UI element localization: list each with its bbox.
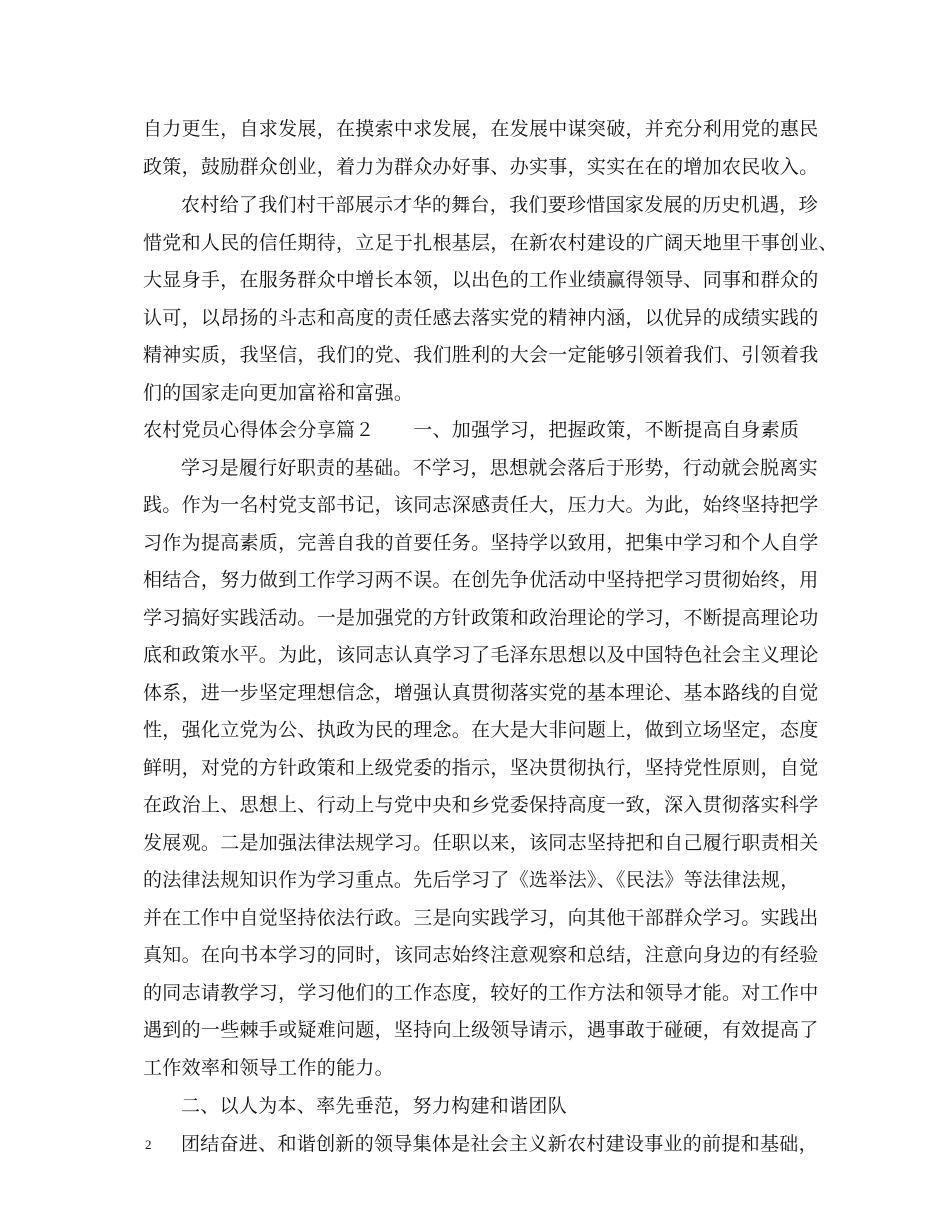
text-line: 习作为提高素质，完善自我的首要任务。坚持学以致用，把集中学习和个人自学 (143, 532, 819, 554)
text-line: 政策，鼓励群众创业，着力为群众办好事、办实事，实实在在的增加农民收入。 (143, 156, 819, 178)
text-line: 认可，以昂扬的斗志和高度的责任感去落实党的精神内涵，以优异的成绩实践的 (143, 307, 819, 329)
paragraph-start-line: 学习是履行好职责的基础。不学习，思想就会落后于形势，行动就会脱离实 (181, 457, 818, 479)
text-line: 惜党和人民的信任期待，立足于扎根基层，在新农村建设的广阔天地里干事创业、 (143, 232, 838, 254)
text-line: 践。作为一名村党支部书记，该同志深感责任大，压力大。为此，始终坚持把学 (143, 494, 819, 516)
text-line: 在政治上、思想上、行动上与党中央和乡党委保持高度一致，深入贯彻落实科学 (143, 794, 819, 816)
text-line: 自力更生，自求发展，在摸索中求发展，在发展中谋突破，并充分利用党的惠民 (143, 118, 819, 140)
text-line: 底和政策水平。为此，该同志认真学习了毛泽东思想以及中国特色社会主义理论 (143, 644, 819, 666)
text-line: 相结合，努力做到工作学习两不误。在创先争优活动中坚持把学习贯彻始终，用 (143, 569, 819, 591)
text-line: 的法律法规知识作为学习重点。先后学习了《选举法》、《民法》等法律法规， (143, 869, 800, 891)
text-line: 真知。在向书本学习的同时，该同志始终注意观察和总结，注意向身边的有经验 (143, 944, 819, 966)
text-line: 并在工作中自觉坚持依法行政。三是向实践学习，向其他干部群众学习。实践出 (143, 907, 819, 929)
page-number: 2 (145, 1137, 152, 1152)
text-line: 遇到的一些棘手或疑难问题，坚持向上级领导请示，遇事敢于碰硬，有效提高了 (143, 1019, 819, 1041)
paragraph-start-line: 团结奋进、和谐创新的领导集体是社会主义新农村建设事业的前提和基础， (181, 1133, 818, 1155)
text-line: 性，强化立党为公、执政为民的理念。在大是大非问题上，做到立场坚定，态度 (143, 719, 819, 741)
text-line: 大显身手，在服务群众中增长本领，以出色的工作业绩赢得领导、同事和群众的 (143, 269, 819, 291)
text-line: 体系，进一步坚定理想信念，增强认真贯彻落实党的基本理论、基本路线的自觉 (143, 682, 819, 704)
text-line: 发展观。二是加强法律法规学习。任职以来，该同志坚持把和自己履行职责相关 (143, 832, 819, 854)
text-line: 的同志请教学习，学习他们的工作态度，较好的工作方法和领导才能。对工作中 (143, 982, 819, 1004)
paragraph-start-line: 农村给了我们村干部展示才华的舞台，我们要珍惜国家发展的历史机遇，珍 (181, 194, 818, 216)
section-heading-line: 农村党员心得体会分享篇２ 一、加强学习，把握政策，不断提高自身素质 (143, 419, 800, 441)
text-line: 精神实质，我坚信，我们的党、我们胜利的大会一定能够引领着我们、引领着我 (143, 344, 819, 366)
subsection-heading-line: 二、以人为本、率先垂范，努力构建和谐团队 (181, 1095, 568, 1117)
text-line: 们的国家走向更加富裕和富强。 (143, 382, 414, 404)
text-line: 鲜明，对党的方针政策和上级党委的指示，坚决贯彻执行，坚持党性原则，自觉 (143, 757, 819, 779)
text-line: 学习搞好实践活动。一是加强党的方针政策和政治理论的学习，不断提高理论功 (143, 607, 819, 629)
text-line: 工作效率和领导工作的能力。 (143, 1057, 394, 1079)
